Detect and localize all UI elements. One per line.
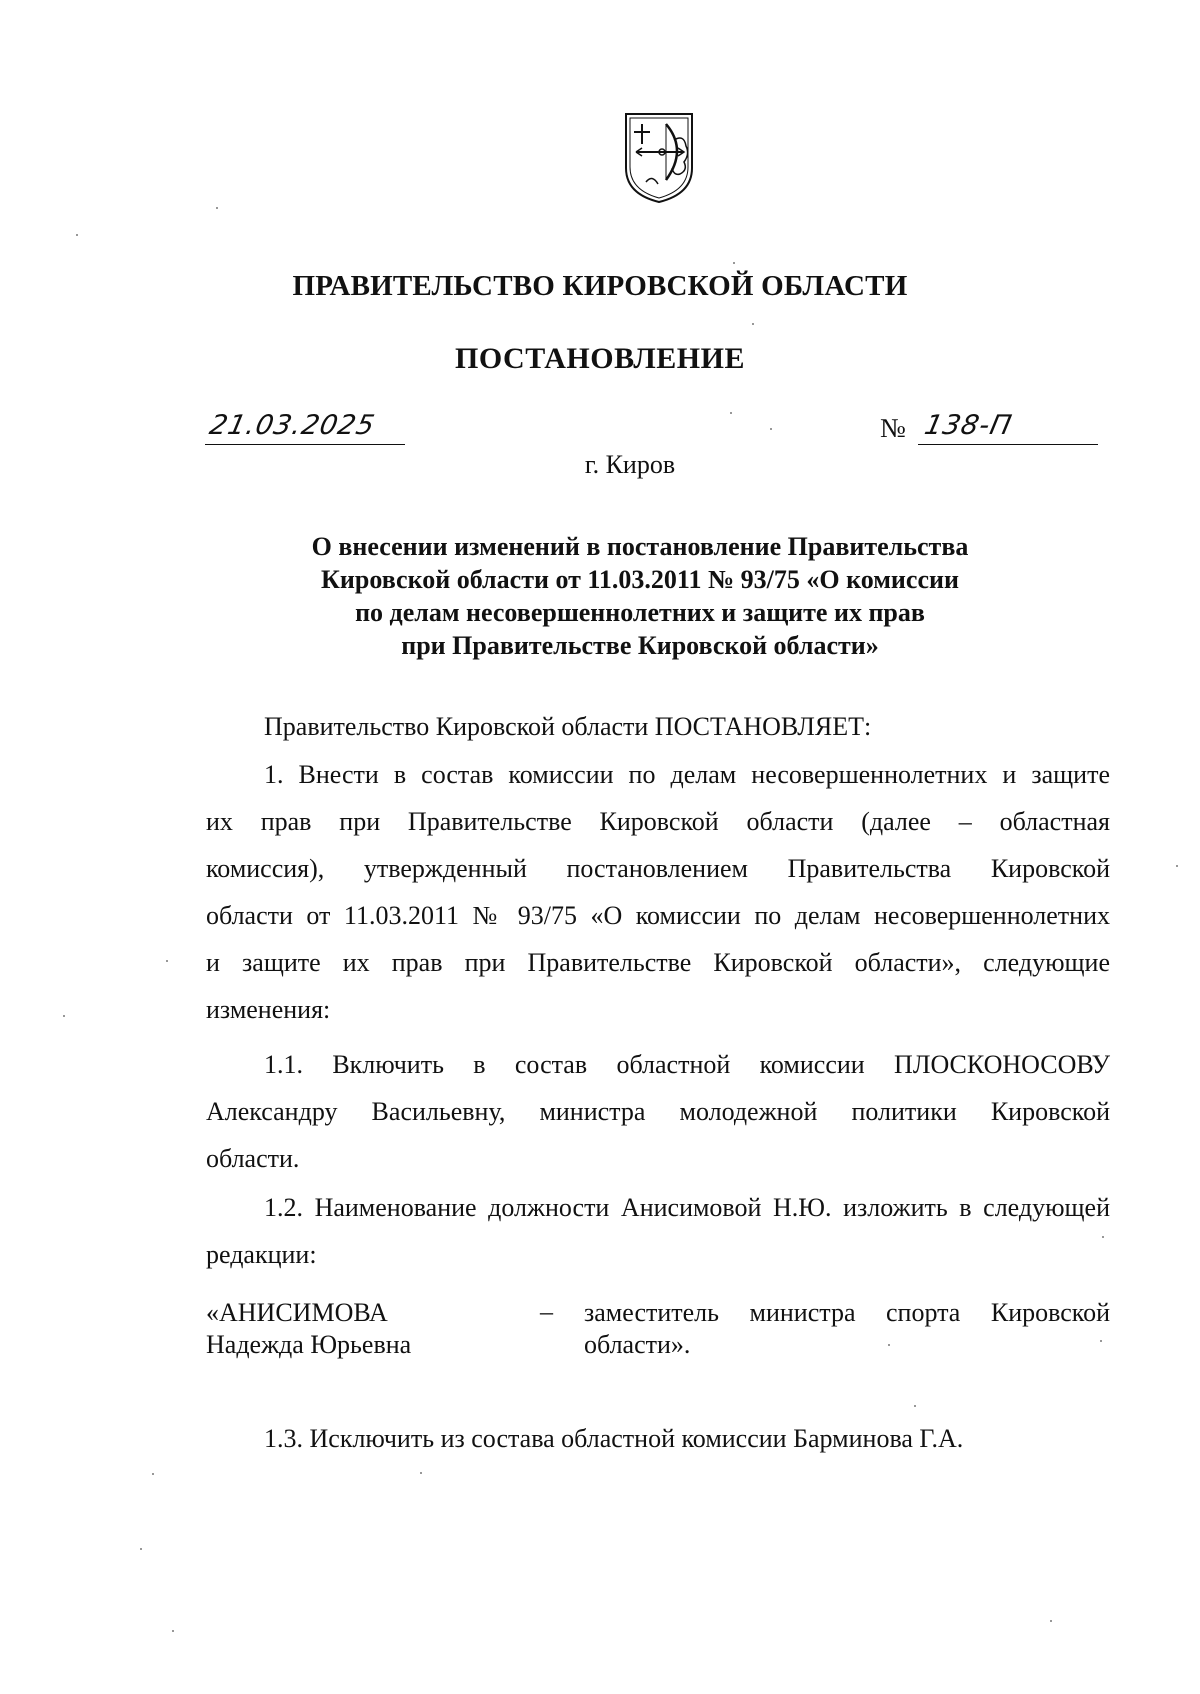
scan-speck	[1050, 1620, 1052, 1622]
scan-speck	[172, 1630, 174, 1632]
scan-speck	[1176, 865, 1178, 867]
scan-speck	[63, 1015, 65, 1017]
item1-3-line: 1.3. Исключить из состава областной комиссии Барминова Г.А.	[264, 1424, 964, 1453]
scan-speck	[1102, 1236, 1104, 1238]
item1-line: 1. Внести в состав комиссии по делам несовершеннолетних и защите	[264, 760, 1110, 789]
scan-speck	[888, 1344, 890, 1346]
coat-of-arms-icon	[622, 110, 696, 206]
subject-line: по делам несовершеннолетних и защите их прав	[355, 598, 925, 627]
item1-line: их прав при Правительстве Кировской области (далее – областная	[206, 807, 1110, 836]
member-surname: «АНИСИМОВА	[206, 1298, 388, 1327]
document-date: 21.03.2025	[206, 410, 378, 441]
position-line: заместитель министра спорта Кировской	[584, 1298, 1110, 1327]
member-name	[206, 1297, 506, 1361]
document-subject	[260, 530, 1020, 662]
subject-line: О внесении изменений в постановление Правительства	[311, 532, 969, 561]
item1-2-line: 1.2. Наименование должности Анисимовой Н.Ю. изложить в следующей	[264, 1193, 1110, 1222]
scan-speck	[420, 1472, 422, 1474]
number-label: №	[880, 413, 906, 443]
subject-line: при Правительстве Кировской области»	[401, 631, 879, 660]
item1-line: области от 11.03.2011 № 93/75 «О комиссии по делам несовершеннолетних	[206, 901, 1110, 930]
scan-speck	[770, 428, 772, 430]
subject-line: Кировской области от 11.03.2011 № 93/75 «О комиссии	[321, 565, 959, 594]
scan-speck	[730, 412, 732, 414]
item1-1-line: Александру Васильевну, министра молодежной политики Кировской	[206, 1097, 1110, 1126]
scan-speck	[76, 234, 78, 236]
item1-1-line: области.	[206, 1144, 300, 1173]
document-number: 138-П	[921, 410, 1015, 441]
item1-2-line: редакции:	[206, 1240, 317, 1269]
member-position	[584, 1297, 1110, 1361]
position-line: области».	[584, 1330, 691, 1359]
scan-speck	[166, 960, 168, 962]
item1-line: комиссия), утвержденный постановлением Правительства Кировской	[206, 854, 1110, 883]
organization-title: ПРАВИТЕЛЬСТВО КИРОВСКОЙ ОБЛАСТИ	[292, 270, 908, 302]
scan-speck	[1100, 1340, 1102, 1342]
preamble: Правительство Кировской области ПОСТАНОВЛЯЕТ:	[264, 712, 872, 741]
document-type: ПОСТАНОВЛЕНИЕ	[455, 342, 745, 375]
scan-speck	[140, 1548, 142, 1550]
city: г. Киров	[584, 450, 676, 479]
scan-speck	[216, 207, 218, 209]
scan-speck	[914, 1405, 916, 1407]
scan-speck	[752, 323, 754, 325]
scan-speck	[733, 262, 735, 264]
item1-line: и защите их прав при Правительстве Кировской области», следующие	[206, 948, 1110, 977]
item1-line: изменения:	[206, 995, 331, 1024]
member-given-names: Надежда Юрьевна	[206, 1330, 412, 1359]
item1-1-line: 1.1. Включить в состав областной комиссии ПЛОСКОНОСОВУ	[264, 1050, 1110, 1079]
table-dash: –	[540, 1297, 553, 1326]
scan-speck	[152, 1473, 154, 1475]
